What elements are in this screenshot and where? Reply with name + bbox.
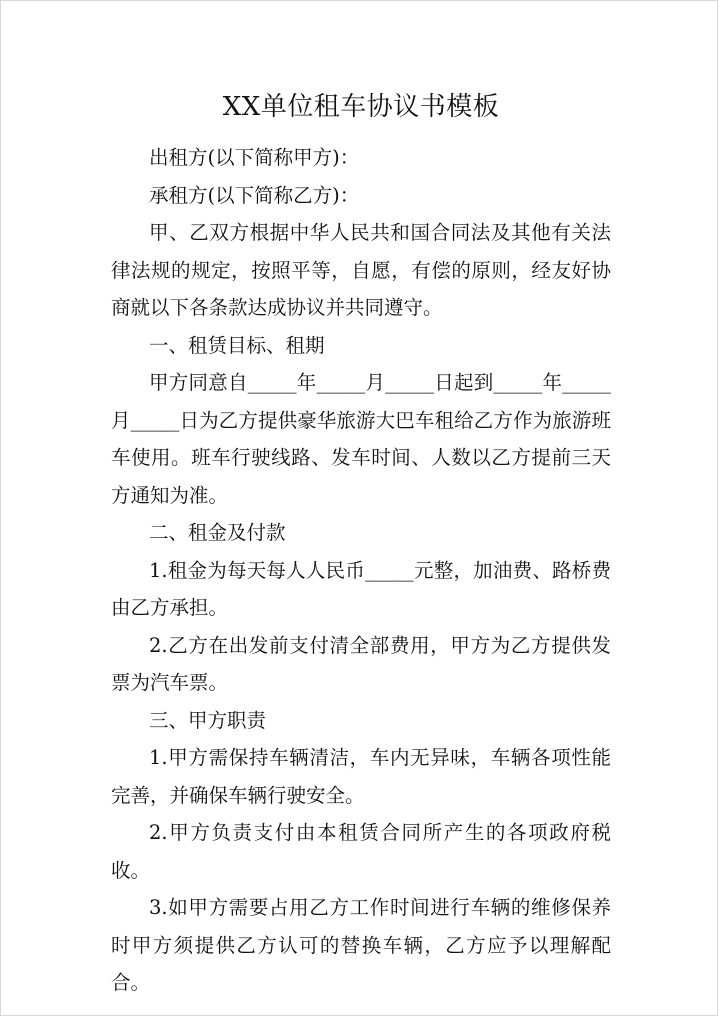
paragraph-lessor: 出租方(以下简称甲方)： <box>149 146 360 169</box>
document-title: XX单位租车协议书模板 <box>222 92 500 122</box>
paragraph-lessee: 承租方(以下简称乙方)： <box>149 183 360 207</box>
paragraph-rent-1: 1.租金为每天每人人民币_____元整，加油费、路桥费由乙方承担。 <box>111 558 611 619</box>
paragraph-duty-3: 3.如甲方需要占用乙方工作时间进行车辆的维修保养时甲方须提供乙方认可的替换车辆，乙方应予以理解配合。 <box>111 896 611 994</box>
section-heading-lease-term: 一、租赁目标、租期 <box>149 333 325 357</box>
paragraph-rent-2: 2.乙方在出发前支付清全部费用，甲方为乙方提供发票为汽车票。 <box>111 633 611 694</box>
paragraph-preamble: 甲、乙双方根据中华人民共和国合同法及其他有关法律法规的规定，按照平等，自愿，有偿的原则，经友好协商就以下各条款达成协议并共同遵守。 <box>111 221 611 319</box>
paragraph-lease-term: 甲方同意自_____年_____月_____日起到_____年_____月_____日为乙方提供豪华旅游大巴车租给乙方作为旅游班车使用。班车行驶线路、发车时间、人数以乙方提前三天方通知为准。 <box>111 371 611 507</box>
paragraph-duty-2: 2.甲方负责支付由本租赁合同所产生的各项政府税收。 <box>111 821 611 882</box>
paragraph-duty-1: 1.甲方需保持车辆清洁，车内无异味，车辆各项性能完善，并确保车辆行驶安全。 <box>111 746 611 807</box>
section-heading-lessor-duties: 三、甲方职责 <box>149 708 267 732</box>
section-heading-rent-payment: 二、租金及付款 <box>149 521 286 544</box>
document-body <box>111 87 611 1002</box>
